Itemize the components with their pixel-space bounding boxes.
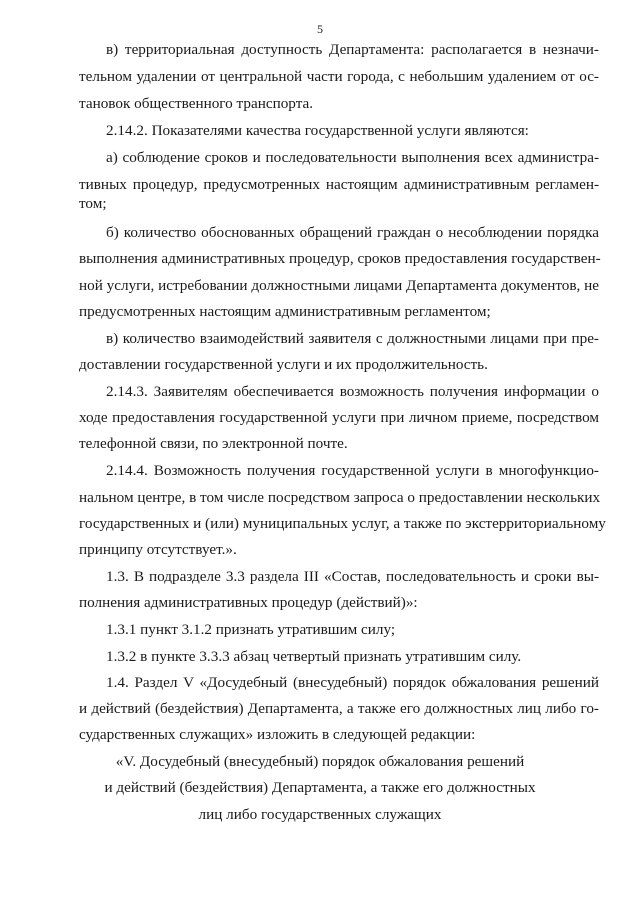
document-line: том;: [79, 195, 107, 212]
document-line: 1.3.2 в пункте 3.3.3 абзац четвертый признать утратившим силу.: [106, 648, 522, 665]
document-line: 1.3. В подразделе 3.3 раздела III «Состав, последовательность и сроки вы-: [106, 568, 599, 585]
document-line: 2.14.2. Показателями качества государственной услуги являются:: [106, 122, 529, 139]
document-line: ходе предоставления государственной услуги при личном приеме, посредством: [79, 409, 599, 426]
document-line: 1.3.1 пункт 3.1.2 признать утратившим силу;: [106, 621, 396, 638]
document-line: тивных процедур, предусмотренных настоящим административным регламен-: [79, 176, 599, 193]
document-line: доставлении государственной услуги и их продолжительность.: [79, 356, 488, 373]
document-line: в) территориальная доступность Департамента: располагается в незначи-: [106, 41, 599, 58]
page-number: 5: [317, 22, 323, 36]
document-line: телефонной связи, по электронной почте.: [79, 435, 348, 452]
document-line: в) количество взаимодействий заявителя с должностными лицами при пре-: [106, 330, 599, 347]
document-line: нальном центре, в том числе посредством запроса о предоставлении нескольких: [79, 489, 601, 506]
document-line: б) количество обоснованных обращений граждан о несоблюдении порядка: [106, 224, 599, 241]
section-heading-line: и действий (бездействия) Департамента, а также его должностных: [104, 779, 536, 796]
document-line: сударственных служащих» изложить в следующей редакции:: [79, 726, 476, 743]
document-line: ной услуги, истребовании должностными лицами Департамента документов, не: [79, 277, 599, 294]
section-heading-line: лиц либо государственных служащих: [198, 806, 442, 823]
document-line: тельном удалении от центральной части города, с небольшим удалением от ос-: [79, 68, 599, 85]
document-line: государственных и (или) муниципальных услуг, а также по экстерриториальному: [79, 515, 606, 532]
section-heading-line: «V. Досудебный (внесудебный) порядок обжалования решений: [115, 753, 525, 770]
document-line: тановок общественного транспорта.: [79, 95, 314, 112]
document-line: 1.4. Раздел V «Досудебный (внесудебный) порядок обжалования решений: [106, 674, 599, 691]
document-line: принципу отсутствует.».: [79, 541, 237, 558]
document-line: 2.14.3. Заявителям обеспечивается возможность получения информации о: [106, 383, 599, 400]
document-line: 2.14.4. Возможность получения государственной услуги в многофункцио-: [106, 462, 599, 479]
document-line: и действий (бездействия) Департамента, а также его должностных лиц либо го-: [79, 700, 599, 717]
document-line: полнения административных процедур (действий)»:: [79, 594, 418, 611]
document-line: предусмотренных настоящим административным регламентом;: [79, 303, 491, 320]
document-line: выполнения административных процедур, сроков предоставления государствен-: [79, 250, 601, 267]
document-line: а) соблюдение сроков и последовательности выполнения всех администра-: [106, 149, 599, 166]
